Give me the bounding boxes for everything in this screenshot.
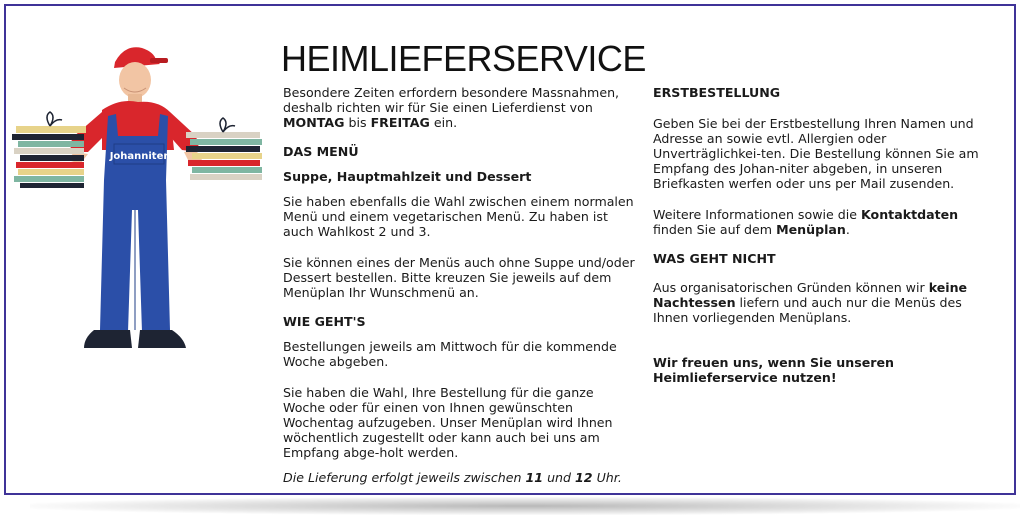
apron-logo-text: Johanniter <box>109 151 169 162</box>
info-paragraph: Weitere Informationen sowie die Kontaktdaten finden Sie auf dem Menüplan. <box>653 207 959 237</box>
right-box-stack <box>186 118 262 180</box>
menu-heading: DAS MENÜ <box>283 144 359 159</box>
how-heading: WIE GEHT'S <box>283 314 366 329</box>
closing-text: Wir freuen uns, wenn Sie unseren Heimlieferservice nutzen! <box>653 355 894 385</box>
how-paragraph-2: Sie haben die Wahl, Ihre Bestellung für die ganze Woche oder für einen von Ihnen gewünschten Wochentag aufzugeben. Unser Menüplan wird Ihnen wöchentlich zugestellt oder kann auch bei uns am Empfang abge-holt werden. <box>283 385 613 460</box>
right-column <box>653 85 998 385</box>
left-box-stack <box>12 112 86 188</box>
first-order-paragraph: Geben Sie bei der Erstbestellung Ihren Namen und Adresse an sowie evtl. Allergien oder Unverträglichkei-ten. Die Bestellung können Sie am Empfang des Johan-niter abgeben, in unseren Briefkasten werfen oder uns per Mail zusenden. <box>653 116 979 191</box>
delivery-note: Die Lieferung erfolgt jeweils zwischen 11 und 12 Uhr. <box>283 470 622 485</box>
menu-subheading: Suppe, Hauptmahlzeit und Dessert <box>283 169 532 184</box>
delivery-man-illustration <box>10 40 275 365</box>
menu-paragraph-2: Sie können eines der Menüs auch ohne Suppe und/oder Dessert bestellen. Bitte kreuzen Sie jeweils auf dem Menüplan Ihr Wunschmenü an. <box>283 255 635 300</box>
intro-paragraph: Besondere Zeiten erfordern besondere Massnahmen, deshalb richten wir für Sie einen Lieferdienst von MONTAG bis FREITAG ein. <box>283 85 620 130</box>
page-title: HEIMLIEFERSERVICE <box>281 38 646 79</box>
how-paragraph-1: Bestellungen jeweils am Mittwoch für die kommende Woche abgeben. <box>283 339 617 369</box>
not-possible-paragraph: Aus organisatorischen Gründen können wir keine Nachtessen liefern und auch nur die Menüs des Ihnen vorliegenden Menüplans. <box>653 280 968 325</box>
card-shadow <box>30 497 1020 515</box>
first-order-heading: ERSTBESTELLUNG <box>653 85 781 100</box>
left-column <box>283 85 638 485</box>
menu-paragraph-1: Sie haben ebenfalls die Wahl zwischen einem normalen Menü und einem vegetarischen Menü. Zu haben ist auch Wahlkost 2 und 3. <box>283 194 634 239</box>
not-possible-heading: WAS GEHT NICHT <box>653 251 776 266</box>
